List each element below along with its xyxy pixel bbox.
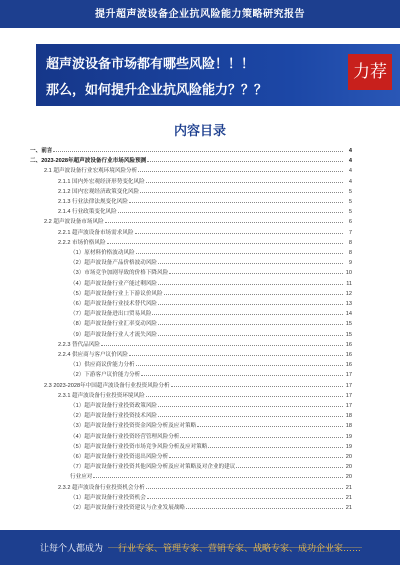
toc-entry[interactable]: [30, 432, 352, 440]
toc-entry[interactable]: [30, 340, 352, 348]
toc-entry-title: （1）供应商议价能力分析: [70, 362, 135, 369]
report-title: 提升超声波设备企业抗风险能力策略研究报告: [95, 9, 305, 20]
toc-entry-title: （5）超声波设备行业上下游议价风险: [70, 290, 163, 297]
toc-entry-title: （2）超声波设备行业投资建议与企业发展战略: [70, 505, 185, 511]
toc-page-number: 21: [345, 494, 352, 501]
toc-entry-title: （6）超声波设备行业投资退出风险分析: [70, 454, 169, 460]
toc-entry[interactable]: [30, 330, 352, 338]
toc-entry[interactable]: [30, 156, 352, 164]
footer-slogan-right: 行业专家、管理专家、营销专家、战略专家、成功企业家……: [118, 543, 362, 553]
toc-entry-title: （1）超声波设备行业投资政策风险: [70, 403, 158, 409]
toc-entry-title: （7）超声波设备行业投资其他风险分析及应对策略及对企业的建议: [70, 464, 236, 471]
toc-entry-title: （2）超声波设备产品价格波动风险: [70, 260, 158, 267]
toc-entry-title: （9）超声波设备行业人才流失风险: [70, 331, 158, 338]
banner-subheadline: 那么，如何提升企业抗风险能力？？？: [46, 82, 268, 97]
toc-page-number: 4: [348, 168, 352, 175]
toc-entry[interactable]: [30, 421, 352, 429]
toc-page-number: 4: [348, 148, 352, 154]
toc-entry-title: 2.1 超声波设备行业宏观环境风险分析: [44, 168, 138, 175]
toc-leader-dots: [146, 182, 343, 183]
toc-page-number: 17: [345, 372, 352, 379]
toc-leader-dots: [171, 386, 343, 387]
toc-entry[interactable]: [30, 452, 352, 460]
toc-entry-title: 2.1.2 国内宏观经济政策变化风险: [58, 188, 140, 195]
toc-entry-title: 2.1.4 行业政策变化风险: [58, 209, 117, 216]
toc-entry-title: （4）超声波设备行业投资经营管理风险分析: [70, 433, 180, 440]
toc-entry[interactable]: [30, 442, 352, 450]
toc-entry[interactable]: [30, 350, 352, 358]
toc-page-number: 4: [348, 178, 352, 185]
toc-entry-title: （8）超声波设备行业汇率变动风险: [70, 321, 158, 328]
toc-entry[interactable]: [30, 289, 352, 297]
toc-leader-dots: [158, 284, 343, 285]
toc-page-number: 11: [346, 280, 352, 287]
toc-page-number: 14: [345, 311, 352, 318]
toc-page-number: 17: [345, 382, 352, 389]
toc-page-number: 21: [345, 484, 352, 491]
toc-entry-title: 2.2.2 市场价格风险: [58, 239, 106, 246]
toc-leader-dots: [197, 426, 343, 427]
toc-leader-dots: [118, 212, 343, 213]
recommend-badge: 力荐: [348, 54, 392, 90]
toc-page-number: 5: [348, 188, 352, 195]
toc-entry[interactable]: [30, 381, 352, 389]
toc-entry[interactable]: [30, 187, 352, 195]
toc-leader-dots: [236, 467, 343, 468]
toc-page-number: 20: [345, 474, 352, 481]
toc-entry-title: 一、前言: [30, 148, 53, 154]
banner-headline: 超声波设备市场都有哪些风险！！！: [46, 56, 255, 71]
toc-entry[interactable]: [30, 411, 352, 419]
toc-leader-dots: [146, 396, 343, 397]
toc-entry-title: （1）超声波设备行业投资机会: [70, 494, 146, 501]
toc-entry[interactable]: [30, 401, 352, 409]
toc-title: 内容目录: [173, 123, 226, 138]
toc-page-number: 17: [345, 403, 352, 409]
toc-leader-dots: [169, 457, 343, 458]
toc-entry-title: 2.3.1 超声波设备行业投资环境风险: [58, 392, 145, 399]
toc-page-number: 13: [345, 301, 352, 307]
toc-entry[interactable]: [30, 268, 352, 276]
toc-leader-dots: [147, 161, 343, 162]
toc-leader-dots: [53, 151, 343, 152]
toc-leader-dots: [105, 222, 343, 223]
toc-entry[interactable]: [30, 146, 352, 154]
toc-entry[interactable]: [30, 309, 352, 317]
toc-page-number: 8: [348, 239, 352, 246]
toc-leader-dots: [147, 498, 343, 499]
toc-page-number: 21: [345, 505, 352, 511]
toc-leader-dots: [186, 508, 343, 509]
toc-entry-title: 2.1.1 国内外宏观经济形势变化风险: [58, 178, 145, 185]
toc-entry-title: 行业应对: [70, 474, 93, 481]
toc-entry-title: 2.2.3 替代品风险: [58, 341, 100, 348]
toc-leader-dots: [93, 477, 343, 478]
toc-entry-title: 2.2.1 超声波设备市场需求风险: [58, 229, 134, 236]
toc-leader-dots: [136, 253, 343, 254]
toc-entry[interactable]: [30, 166, 352, 174]
toc-entry-title: （1）原材料价格波动风险: [70, 250, 135, 256]
toc-leader-dots: [152, 314, 343, 315]
toc-leader-dots: [138, 171, 343, 172]
toc-entry[interactable]: [30, 177, 352, 185]
toc-leader-dots: [140, 192, 343, 193]
toc-leader-dots: [136, 365, 343, 366]
toc-page-number: 19: [345, 443, 352, 450]
footer-slogan-left: 让每个人都成为: [40, 543, 104, 553]
toc-page-number: 9: [348, 260, 352, 267]
report-header-bar: [0, 0, 400, 28]
toc-leader-dots: [146, 488, 343, 489]
toc-leader-dots: [158, 324, 343, 325]
toc-entry[interactable]: [30, 228, 352, 236]
toc-entry[interactable]: [30, 462, 352, 470]
toc-entry-title: （3）市场竞争加剧导致的价格下降风险: [70, 270, 169, 277]
toc-leader-dots: [180, 437, 343, 438]
toc-entry-title: （2）下游客户议价能力分析: [70, 372, 141, 379]
toc-page-number: 20: [345, 464, 352, 471]
toc-entry[interactable]: [30, 238, 352, 246]
toc-entry[interactable]: [30, 299, 352, 307]
toc-leader-dots: [135, 233, 343, 234]
toc-entry[interactable]: [30, 217, 352, 225]
toc-entry-title: 2.1.3 行业法律法规变化风险: [58, 199, 128, 205]
toc-leader-dots: [158, 416, 343, 417]
toc-leader-dots: [101, 345, 343, 346]
toc-leader-dots: [164, 294, 343, 295]
toc-leader-dots: [158, 263, 343, 264]
toc-entry-title: （3）超声波设备行业投资资金风险分析及应对策略: [70, 423, 197, 430]
toc-leader-dots: [141, 375, 343, 376]
toc-entry[interactable]: [30, 197, 352, 205]
toc-page-number: 19: [345, 433, 352, 440]
toc-entry-title: （7）超声波设备进出口贸易风险: [70, 311, 152, 318]
toc-page-number: 17: [345, 392, 352, 399]
toc-page-number: 18: [345, 423, 352, 430]
toc-entry[interactable]: [30, 248, 352, 256]
toc-page-number: 15: [345, 331, 352, 338]
toc-entry-title: （4）超声波设备行业产能过剩风险: [70, 280, 158, 287]
toc-page-number: 7: [348, 229, 352, 236]
toc-leader-dots: [129, 355, 343, 356]
toc-page-number: 20: [345, 454, 352, 460]
toc-entry-title: 2.3 2023-2028年中国超声波设备行业投资风险分析: [44, 382, 170, 389]
toc-leader-dots: [107, 243, 343, 244]
toc-entry[interactable]: [30, 319, 352, 327]
toc-entry[interactable]: [30, 472, 352, 480]
toc-leader-dots: [208, 447, 343, 448]
toc-entry-title: （5）超声波设备行业投资市场竞争风险分析及应对策略: [70, 443, 208, 450]
toc-entry[interactable]: [30, 503, 352, 511]
toc-page-number: 16: [345, 341, 352, 348]
toc-entry-title: 2.2.4 供应商与客户议价风险: [58, 352, 128, 358]
toc-entry[interactable]: [30, 207, 352, 215]
toc-page-number: 18: [345, 413, 352, 420]
toc-page-number: 4: [348, 158, 352, 165]
toc-leader-dots: [169, 273, 343, 274]
toc-entry-title: 2.2 超声波设备市场风险: [44, 219, 104, 226]
footer-bar: [0, 530, 400, 565]
toc-entry-title: 2.3.2 超声波设备行业投资机会分析: [58, 484, 145, 491]
toc-page-number: 15: [345, 321, 352, 328]
toc-entry[interactable]: [30, 360, 352, 368]
toc-leader-dots: [158, 335, 343, 336]
toc-page-number: 16: [345, 352, 352, 358]
toc-entry[interactable]: [30, 493, 352, 501]
toc-page-number: 10: [345, 270, 352, 277]
toc-leader-dots: [129, 202, 343, 203]
toc-entry[interactable]: [30, 483, 352, 491]
toc-page-number: 5: [348, 209, 352, 216]
toc-leader-dots: [158, 304, 343, 305]
toc-page-number: 16: [345, 362, 352, 369]
toc-entry-title: 二、2023-2028年超声波设备行业市场风险预测: [30, 158, 147, 165]
toc-page-number: 12: [345, 290, 352, 297]
toc-entry[interactable]: [30, 279, 352, 287]
promo-banner: [36, 44, 400, 106]
toc-entry[interactable]: [30, 391, 352, 399]
toc-leader-dots: [158, 406, 343, 407]
toc-page-number: 5: [348, 199, 352, 205]
toc-entry[interactable]: [30, 370, 352, 378]
toc-entry-title: （2）超声波设备行业投资技术风险: [70, 413, 158, 420]
toc-page-number: 8: [348, 250, 352, 256]
toc-entry-title: （6）超声波设备行业技术替代风险: [70, 301, 158, 307]
toc-entry[interactable]: [30, 258, 352, 266]
toc-page-number: 6: [348, 219, 352, 226]
